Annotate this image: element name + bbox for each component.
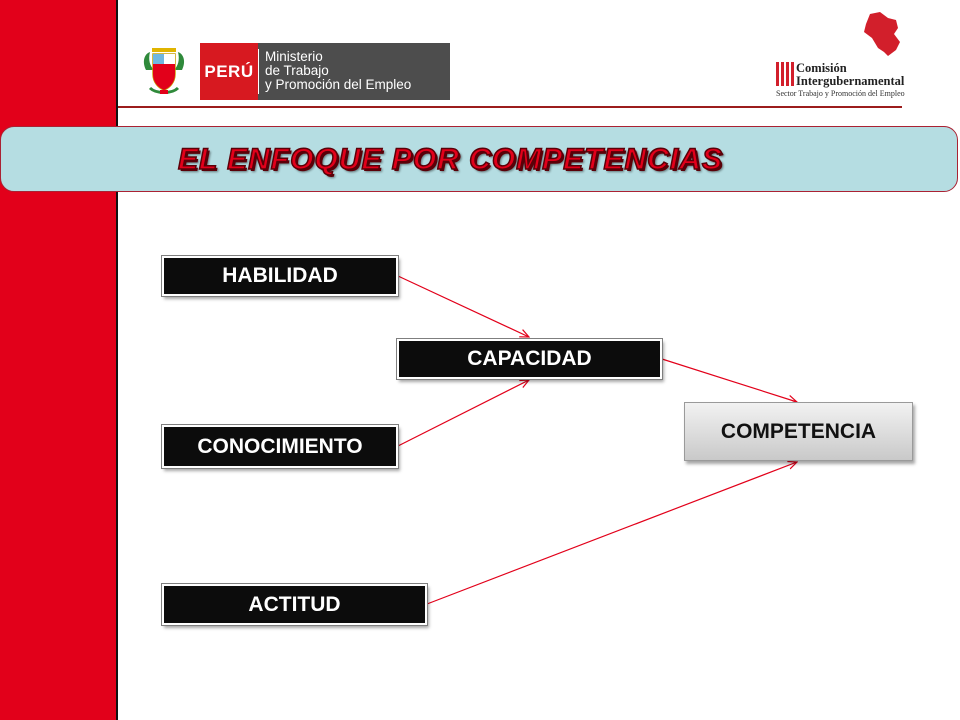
arrow-conocimiento-capacidad — [398, 380, 529, 446]
node-conocimiento: CONOCIMIENTO — [162, 425, 398, 468]
arrow-actitud-competencia — [427, 462, 797, 604]
ministry-name-line-1: Ministerio — [265, 49, 323, 64]
arrow-capacidad-competencia — [662, 359, 797, 402]
comision-line-3: Sector Trabajo y Promoción del Empleo — [776, 89, 905, 98]
page-title: EL ENFOQUE POR COMPETENCIAS — [178, 143, 723, 176]
node-actitud: ACTITUD — [162, 584, 427, 625]
node-habilidad: HABILIDAD — [162, 256, 398, 296]
arrow-habilidad-capacidad — [398, 276, 529, 337]
ministry-logo-country: PERÚ — [200, 43, 258, 100]
node-competencia: COMPETENCIA — [684, 402, 913, 461]
comision-line-2: Intergubernamental — [796, 74, 905, 88]
comision-line-1: Comisión — [796, 61, 847, 75]
node-capacidad: CAPACIDAD — [397, 339, 662, 379]
ministry-name-line-3: y Promoción del Empleo — [265, 77, 412, 92]
ministry-name-line-2: de Trabajo — [265, 63, 329, 78]
